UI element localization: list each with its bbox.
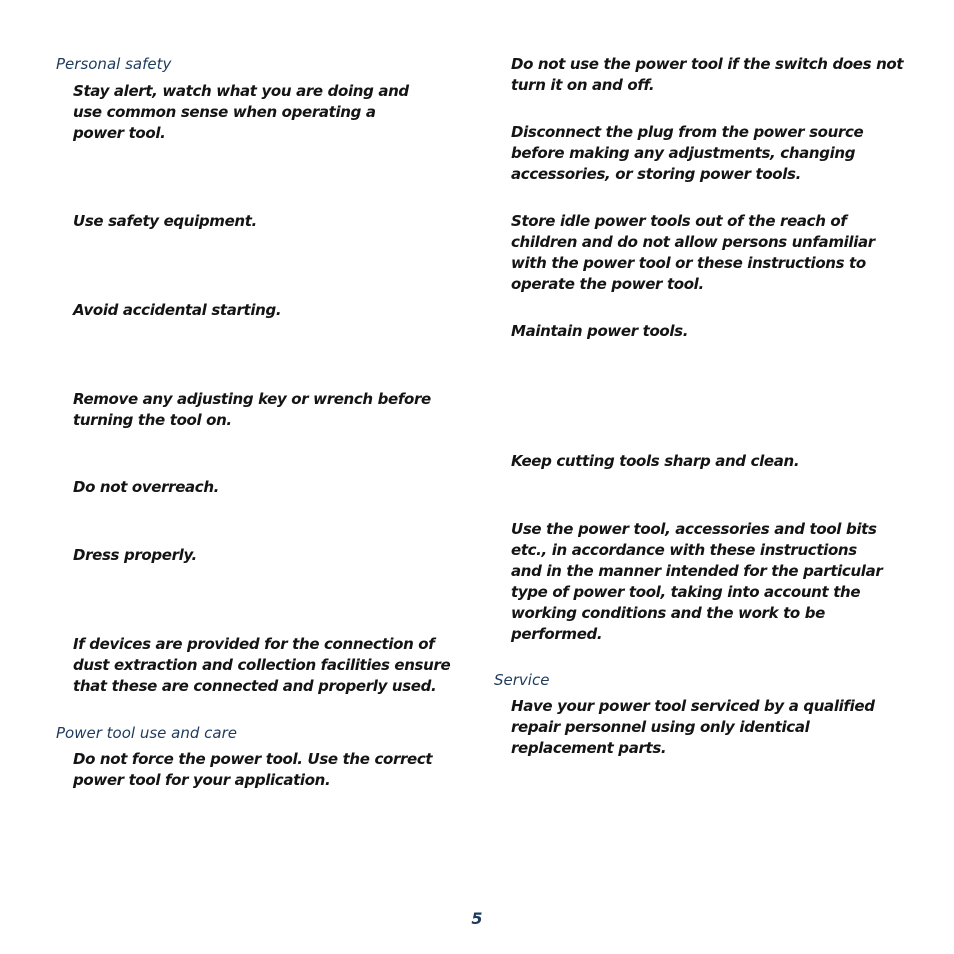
safety-item-dust-extraction: If devices are provided for the connection of dust extraction and collection facilities ensure that these are connected and properly used. (73, 635, 451, 695)
use-item-do-not-force: Do not force the power tool. Use the correct power tool for your application. (73, 750, 433, 789)
use-item-switch: Do not use the power tool if the switch does not turn it on and off. (511, 55, 904, 94)
safety-item-dress-properly: Dress properly. (73, 546, 197, 564)
use-item-maintain: Maintain power tools. (511, 322, 689, 340)
safety-item-adjusting-key: Remove any adjusting key or wrench before turning the tool on. (73, 390, 431, 429)
use-item-accordance: Use the power tool, accessories and tool bits etc., in accordance with these instructions and in the manner intended for the particular type of power tool, taking into account the working conditions and the work to be performed. (511, 520, 883, 643)
service-item-qualified-repair: Have your power tool serviced by a qualified repair personnel using only identical replacement parts. (511, 697, 875, 757)
safety-item-stay-alert: Stay alert, watch what you are doing and use common sense when operating a power tool. (73, 82, 409, 142)
use-item-disconnect-plug: Disconnect the plug from the power source before making any adjustments, changing accessories, or storing power tools. (511, 123, 864, 183)
safety-item-accidental-starting: Avoid accidental starting. (73, 301, 282, 319)
safety-item-safety-equipment: Use safety equipment. (73, 212, 257, 230)
use-item-store-idle: Store idle power tools out of the reach of children and do not allow persons unfamiliar with the power tool or these instructions to operate the power tool. (511, 212, 875, 293)
service-heading: Service (494, 671, 550, 689)
page-number: 5 (471, 909, 483, 928)
personal-safety-heading: Personal safety (56, 55, 172, 73)
power-tool-use-heading: Power tool use and care (56, 724, 237, 742)
safety-item-overreach: Do not overreach. (73, 478, 220, 496)
use-item-cutting-tools: Keep cutting tools sharp and clean. (511, 452, 800, 470)
